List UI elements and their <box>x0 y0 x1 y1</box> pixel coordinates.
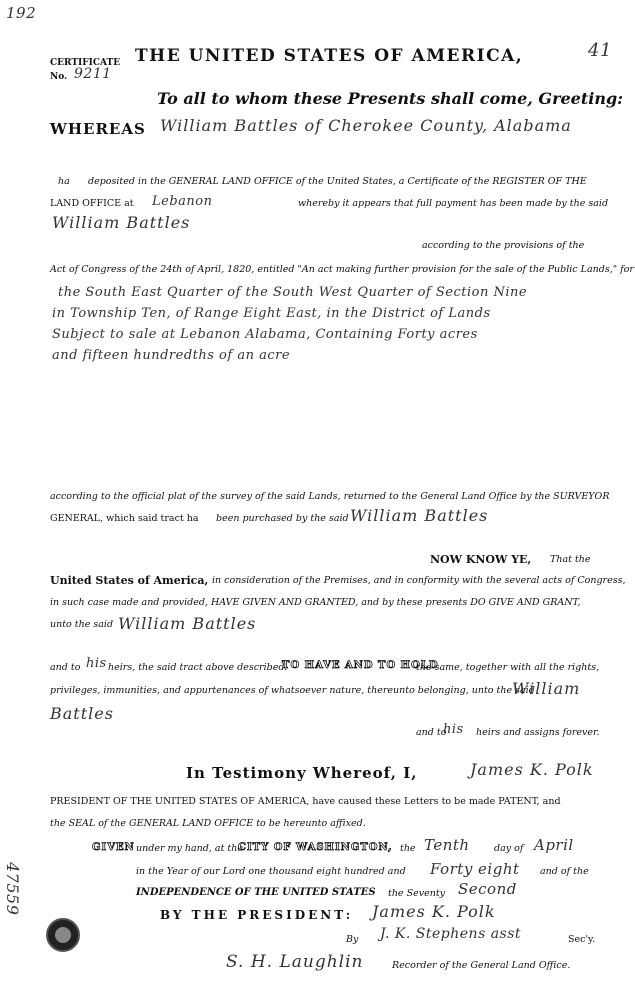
privileges-line: privileges, immunities, and appurtenances of whatsoever nature, thereunto belonging, unto the said <box>50 685 535 696</box>
in-testimony: In Testimony Whereof, I, <box>186 764 418 782</box>
has-label: ha <box>58 176 70 187</box>
recorder-label: Recorder of the General Land Office. <box>392 960 571 971</box>
certificate-number: 9211 <box>74 66 112 82</box>
under-hand: under my hand, at the <box>136 843 243 854</box>
land-office-label: LAND OFFICE at <box>50 198 134 209</box>
heirs-assigns: heirs and assigns forever. <box>476 727 600 738</box>
no-label: No. <box>50 72 68 82</box>
his-1: his <box>86 656 107 671</box>
to-have-to-hold: TO HAVE AND TO HOLD <box>282 660 439 671</box>
that-the: That the <box>550 554 591 565</box>
grantee-name-2: William Battles <box>350 506 489 525</box>
grantee-full-handwritten: William Battles of Cherokee County, Alabama <box>160 116 572 135</box>
grantee-first: William <box>512 679 581 698</box>
side-number: 47559 <box>3 862 22 916</box>
document-title: THE UNITED STATES OF AMERICA, <box>135 46 524 66</box>
and-of-the: and of the <box>540 866 589 877</box>
deposited-line: deposited in the GENERAL LAND OFFICE of the United States, a Certificate of the REGISTER OF THE <box>88 176 587 187</box>
same-together: the same, together with all the rights, <box>416 662 600 673</box>
the-label: the <box>400 843 416 854</box>
land-description-1: the South East Quarter of the South West Quarter of Section Nine <box>58 285 528 300</box>
city-label: CITY OF WASHINGTON, <box>238 842 393 853</box>
according-plat: according to the official plat of the survey of the said Lands, returned to the General Land Office by the SURVEYOR <box>50 491 610 502</box>
been-purchased: been purchased by the said <box>216 513 349 524</box>
and-to-2: and to <box>416 727 447 738</box>
grantee-name-3: William Battles <box>118 614 257 633</box>
the-seventy: the Seventy <box>388 888 445 899</box>
by-label: By <box>346 934 359 945</box>
now-know-ye: NOW KNOW YE, <box>430 553 532 566</box>
certificate-label: CERTIFICATE <box>50 58 121 68</box>
act-line: Act of Congress of the 24th of April, 1820, entitled "An act making further provision for the sale of the Public Lands," for <box>50 264 634 275</box>
greeting: To all to whom these Presents shall come, Greeting: <box>157 89 624 108</box>
whereas-label: WHEREAS <box>50 120 146 138</box>
land-description-4: and fifteen hundredths of an acre <box>52 348 291 363</box>
president-name: James K. Polk <box>470 760 594 779</box>
and-to: and to <box>50 662 81 673</box>
secy-label: Sec'y. <box>568 934 596 945</box>
by-the-president: BY THE PRESIDENT: <box>160 908 354 922</box>
president-signature: James K. Polk <box>372 902 496 921</box>
seal-line: the SEAL of the GENERAL LAND OFFICE to be hereunto affixed. <box>50 818 366 829</box>
year-written: Forty eight <box>430 860 520 878</box>
secretary-signature: J. K. Stephens asst <box>380 926 522 942</box>
seventy-written: Second <box>458 880 517 898</box>
grantee-last: Battles <box>50 704 114 723</box>
corner-number: 41 <box>588 40 612 61</box>
recorder-signature: S. H. Laughlin <box>226 952 364 972</box>
day-written: Tenth <box>424 836 470 854</box>
whereby-line: whereby it appears that full payment has been made by the said <box>298 198 609 209</box>
president-line: PRESIDENT OF THE UNITED STATES OF AMERICA, have caused these Letters to be made PATENT, and <box>50 796 561 807</box>
land-description-3: Subject to sale at Lebanon Alabama, Containing Forty acres <box>52 327 478 342</box>
such-case-line: in such case made and provided, HAVE GIVEN AND GRANTED, and by these presents DO GIVE AND GRANT, <box>50 597 581 608</box>
grantee-name-1: William Battles <box>52 213 191 232</box>
page-number: 192 <box>6 4 37 22</box>
given-label: GIVEN <box>92 842 135 853</box>
land-office-place: Lebanon <box>152 194 213 209</box>
consideration-line: in consideration of the Premises, and in conformity with the several acts of Congress, <box>212 575 626 586</box>
land-description-2: in Township Ten, of Range Eight East, in the District of Lands <box>52 306 491 321</box>
independence-label: INDEPENDENCE OF THE UNITED STATES <box>136 887 376 898</box>
day-of: day of <box>494 843 524 854</box>
according-provisions: according to the provisions of the <box>422 240 585 251</box>
usa-bold: United States of America, <box>50 574 209 587</box>
general-line: GENERAL, which said tract ha <box>50 513 199 524</box>
heirs-line: heirs, the said tract above described: <box>108 662 288 673</box>
land-office-seal <box>46 918 80 952</box>
year-of-lord: in the Year of our Lord one thousand eight hundred and <box>136 866 406 877</box>
his-2: his <box>443 722 464 737</box>
month-written: April <box>534 836 574 854</box>
unto-said: unto the said <box>50 619 114 630</box>
